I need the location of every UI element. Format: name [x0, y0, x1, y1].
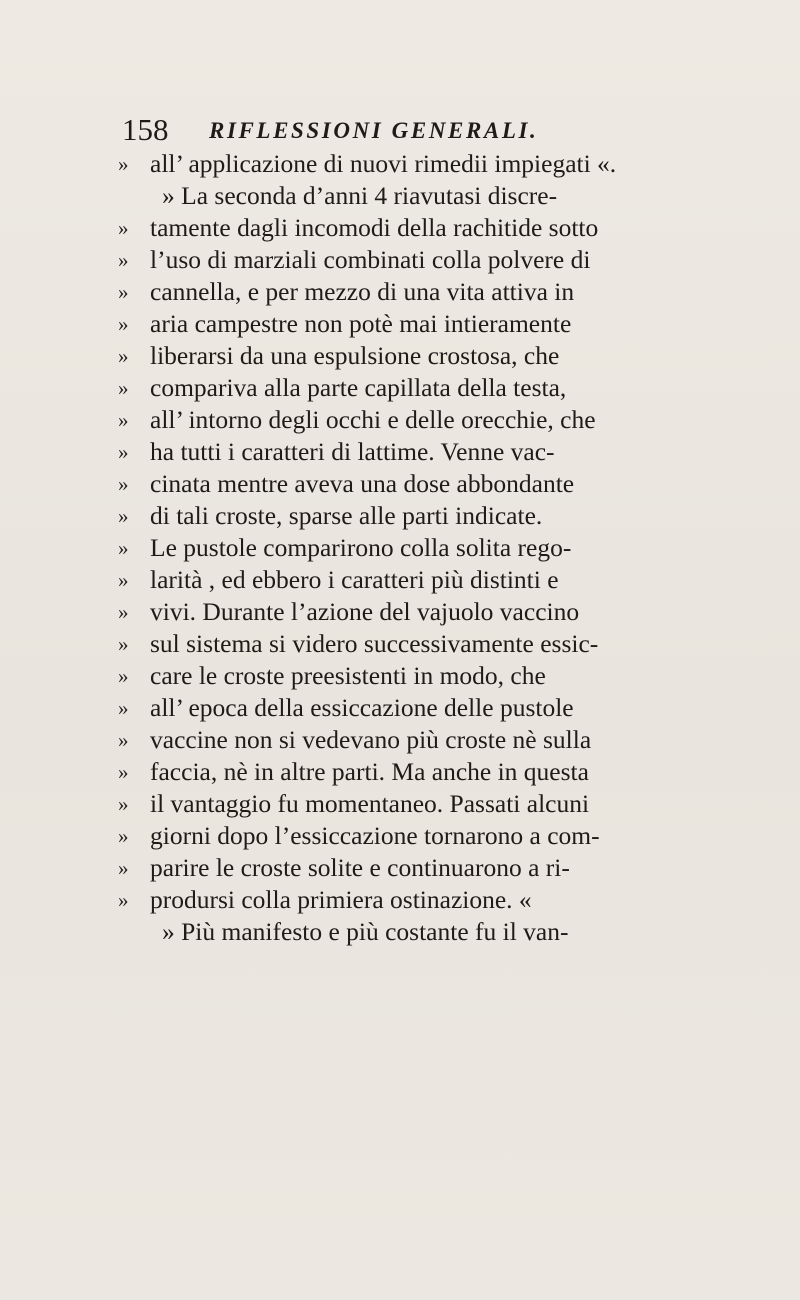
text-line: [118, 884, 768, 916]
text-line: [118, 756, 768, 788]
quotation-marker: »: [118, 632, 129, 656]
line-text: il vantaggio fu momentaneo. Passati alcuni: [150, 789, 590, 818]
quotation-marker: »: [118, 856, 129, 880]
quotation-marker: »: [118, 600, 129, 624]
line-text: ha tutti i caratteri di lattime. Venne vac-: [150, 437, 555, 466]
page-number: 158: [122, 112, 169, 147]
text-line: [118, 628, 768, 660]
text-line: [118, 276, 768, 308]
quotation-marker: »: [118, 568, 129, 592]
quotation-marker: »: [118, 280, 129, 304]
line-text: all’ epoca della essiccazione delle pustole: [150, 693, 574, 722]
text-line: [118, 308, 768, 340]
quotation-marker: »: [118, 312, 129, 336]
line-text: all’ intorno degli occhi e delle orecchie, che: [150, 405, 596, 434]
text-line: [118, 212, 768, 244]
line-text: aria campestre non potè mai intieramente: [150, 309, 572, 338]
text-line: [118, 788, 768, 820]
quotation-marker: »: [118, 408, 129, 432]
running-head: RIFLESSIONI GENERALI.: [209, 118, 539, 143]
text-line: [118, 724, 768, 756]
line-text: prodursi colla primiera ostinazione. «: [150, 885, 532, 914]
text-line: [118, 180, 768, 212]
text-line: [118, 660, 768, 692]
line-text: faccia, nè in altre parti. Ma anche in questa: [150, 757, 589, 786]
body-text: [118, 148, 768, 948]
text-line: [118, 468, 768, 500]
quotation-marker: »: [118, 472, 129, 496]
text-line: [118, 532, 768, 564]
text-line: [118, 692, 768, 724]
line-text: vaccine non si vedevano più croste nè sulla: [150, 725, 592, 754]
line-text: » La seconda d’anni 4 riavutasi discre-: [162, 181, 558, 210]
line-text: » Più manifesto e più costante fu il van-: [162, 917, 569, 946]
quotation-marker: »: [118, 792, 129, 816]
line-text: all’ applicazione di nuovi rimedii impiegati «.: [150, 149, 617, 178]
text-line: [118, 148, 768, 180]
text-line: [118, 500, 768, 532]
line-text: compariva alla parte capillata della testa,: [150, 373, 567, 402]
line-text: vivi. Durante l’azione del vajuolo vaccino: [150, 597, 580, 626]
line-text: care le croste preesistenti in modo, che: [150, 661, 546, 690]
quotation-marker: »: [118, 344, 129, 368]
page-header: [0, 112, 800, 152]
quotation-marker: »: [118, 152, 129, 176]
text-line: [118, 852, 768, 884]
line-text: sul sistema si videro successivamente essic-: [150, 629, 599, 658]
line-text: liberarsi da una espulsione crostosa, che: [150, 341, 560, 370]
text-line: [118, 372, 768, 404]
line-text: tamente dagli incomodi della rachitide sotto: [150, 213, 599, 242]
quotation-marker: »: [118, 504, 129, 528]
text-line: [118, 340, 768, 372]
text-line: [118, 596, 768, 628]
quotation-marker: »: [118, 824, 129, 848]
line-text: larità , ed ebbero i caratteri più distinti e: [150, 565, 559, 594]
line-text: giorni dopo l’essiccazione tornarono a com-: [150, 821, 600, 850]
quotation-marker: »: [118, 376, 129, 400]
quotation-marker: »: [118, 760, 129, 784]
quotation-marker: »: [118, 248, 129, 272]
line-text: cinata mentre aveva una dose abbondante: [150, 469, 575, 498]
text-line: [118, 404, 768, 436]
line-text: parire le croste solite e continuarono a ri-: [150, 853, 570, 882]
text-line: [118, 564, 768, 596]
quotation-marker: »: [118, 536, 129, 560]
line-text: l’uso di marziali combinati colla polvere di: [150, 245, 591, 274]
text-line: [118, 244, 768, 276]
quotation-marker: »: [118, 440, 129, 464]
quotation-marker: »: [118, 664, 129, 688]
line-text: Le pustole comparirono colla solita rego-: [150, 533, 572, 562]
quotation-marker: »: [118, 728, 129, 752]
quotation-marker: »: [118, 216, 129, 240]
text-line: [118, 916, 768, 948]
text-line: [118, 820, 768, 852]
quotation-marker: »: [118, 696, 129, 720]
line-text: cannella, e per mezzo di una vita attiva in: [150, 277, 575, 306]
text-line: [118, 436, 768, 468]
quotation-marker: »: [118, 888, 129, 912]
line-text: di tali croste, sparse alle parti indicate.: [150, 501, 543, 530]
